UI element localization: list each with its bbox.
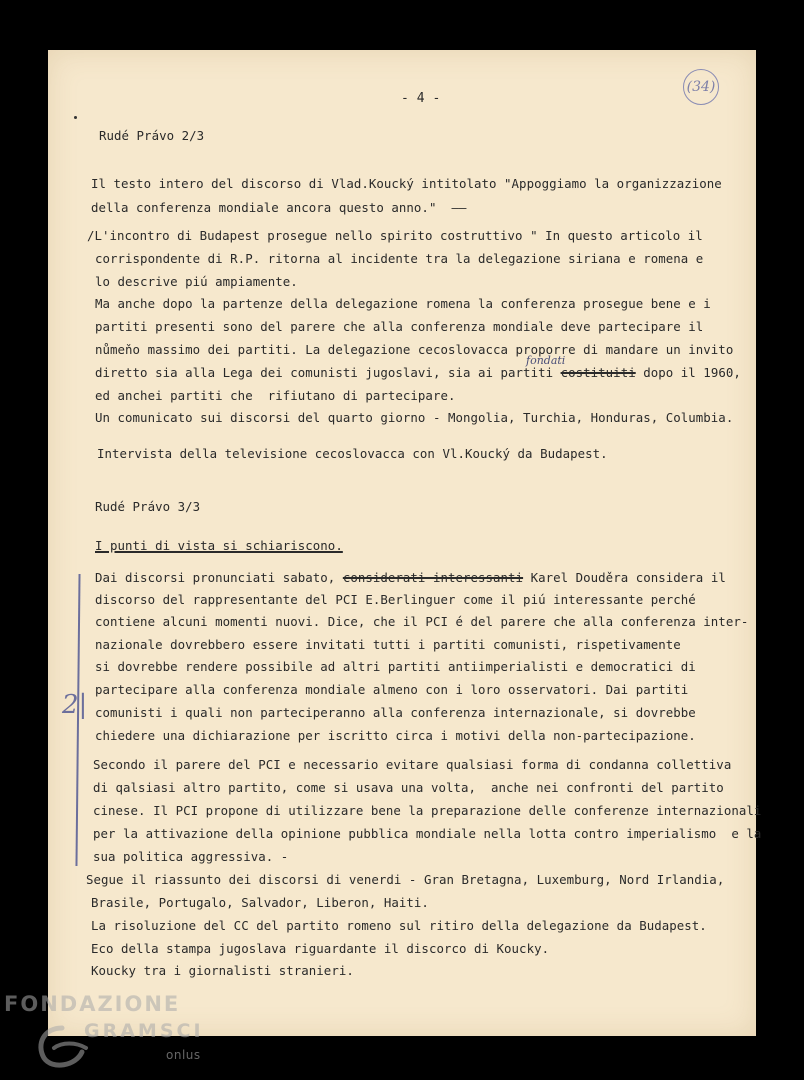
gramsci-logo-icon — [32, 1022, 92, 1070]
fondazione-gramsci-watermark — [4, 992, 204, 1072]
text-line: comunisti i quali non parteciperanno alla conferenza internazionale, si dovrebbe — [95, 705, 696, 720]
text-line: La risoluzione del CC del partito romeno sul ritiro della delegazione da Budapest. — [91, 918, 707, 933]
text-line: sua politica aggressiva. - — [93, 849, 289, 864]
margin-line — [75, 574, 80, 866]
text-line: Koucky tra i giornalisti stranieri. — [91, 963, 354, 978]
text-line: ed anchei partiti che rifiutano di partecipare. — [95, 388, 456, 403]
text-line: contiene alcuni momenti nuovi. Dice, che il PCI é del parere che alla conferenza inter- — [95, 614, 749, 629]
text-segment: diretto sia alla Lega dei comunisti jugoslavi, sia ai partiti — [95, 365, 561, 380]
struck-text: considerati interessanti — [342, 570, 524, 585]
text-line: nazionale dovrebbero essere invitati tutti i partiti comunisti, rispetivamente — [95, 637, 681, 652]
text-line: di qalsiasi altro partito, come si usava una volta, anche nei confronti del partito — [93, 780, 724, 795]
text-line: per la attivazione della opinione pubblica mondiale nella lotta contro imperialismo e la — [93, 826, 762, 841]
text-line: partecipare alla conferenza mondiale almeno con i loro osservatori. Dai partiti — [95, 682, 689, 697]
text-line: /L'incontro di Budapest prosegue nello spirito costruttivo " In questo articolo il — [87, 228, 703, 243]
text-line: si dovrebbe rendere possibile ad altri partiti antiimperialisti e democratici di — [95, 659, 696, 674]
text-line: della conferenza mondiale ancora questo anno." —— — [91, 200, 467, 215]
watermark-line3: onlus — [166, 1048, 201, 1062]
text-line: Secondo il parere del PCI e necessario evitare qualsiasi forma di condanna collettiva — [93, 757, 732, 772]
text-line: nůmeňo massimo dei partiti. La delegazione cecoslovacca proporre di mandare un invito — [95, 342, 734, 357]
text-line: chiedere una dichiarazione per iscritto circa i motivi della non-partecipazione. — [95, 728, 696, 743]
section2-heading: Rudé Právo 3/3 — [95, 499, 201, 514]
text-line: Ma anche dopo la partenze della delegazione romena la conferenza prosegue bene e i — [95, 296, 711, 311]
margin-annotation: 2| — [62, 690, 88, 720]
struck-word: costituiti — [560, 365, 636, 380]
page-number: - 4 - — [401, 91, 441, 106]
text-line: partiti presenti sono del parere che alla conferenza mondiale deve partecipare il — [95, 319, 704, 334]
watermark-line1: FONDAZIONE — [4, 992, 181, 1016]
handwritten-correction: fondati — [526, 354, 566, 367]
text-line: Eco della stampa jugoslava riguardante il discorco di Koucky. — [91, 941, 550, 956]
text-line: discorso del rappresentante del PCI E.Berlinguer come il piú interessante perché — [95, 592, 696, 607]
text-line: Intervista della televisione cecoslovacca con Vl.Koucký da Budapest. — [97, 446, 608, 461]
text-line — [95, 366, 741, 380]
text-line: Un comunicato sui discorsi del quarto giorno - Mongolia, Turchia, Honduras, Columbia. — [95, 410, 734, 425]
text-segment: dopo il 1960, — [635, 365, 741, 380]
margin-dot — [74, 116, 77, 119]
document-page — [48, 50, 762, 1036]
text-line: cinese. Il PCI propone di utilizzare bene la preparazione delle conferenze internazionali — [93, 803, 762, 818]
text-line: Il testo intero del discorso di Vlad.Koucký intitolato "Appoggiamo la organizzazione — [91, 176, 722, 191]
text-line: corrispondente di R.P. ritorna al incidente tra la delegazione siriana e romena e — [95, 251, 704, 266]
text-segment: Dai discorsi pronunciati sabato, — [95, 570, 343, 585]
text-segment: Karel Douděra considera il — [523, 570, 726, 585]
watermark-line2: GRAMSCI — [84, 1020, 204, 1042]
text-line: Brasile, Portugalo, Salvador, Liberon, Haiti. — [91, 895, 429, 910]
text-line: Segue il riassunto dei discorsi di venerdi - Gran Bretagna, Luxemburg, Nord Irlandia, — [86, 872, 725, 887]
text-line: lo descrive piú ampiamente. — [95, 274, 298, 289]
archive-number-stamp: (34) — [683, 69, 719, 105]
text-line — [95, 571, 726, 585]
section1-heading: Rudé Právo 2/3 — [99, 128, 205, 143]
section2-subheading: I punti di vista si schiariscono. — [95, 538, 343, 553]
